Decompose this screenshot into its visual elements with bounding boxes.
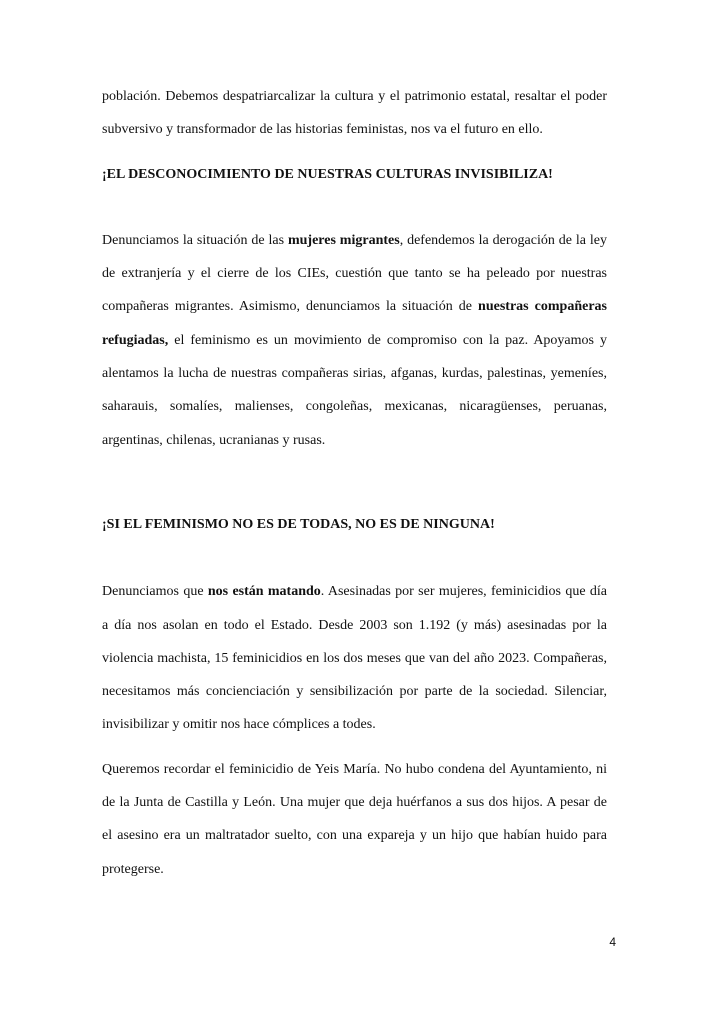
- paragraph-migrantes-text-1: Denunciamos la situación de las: [102, 232, 288, 248]
- paragraph-nos-estan-matando: [102, 575, 607, 741]
- paragraph-poblacion: población. Debemos despatriarcalizar la cultura y el patrimonio estatal, resaltar el poder subversivo y transformador de las historias feministas, nos va el futuro en ello.: [102, 89, 607, 138]
- bold-companeras-refugiadas: nuestras compañeras refugiadas,: [102, 299, 607, 348]
- paragraph-matando-text-2: . Asesinadas por ser mujeres, feminicidios que día a día nos asolan en todo el Estado. Desde 2003 son 1.192 (y más) asesinadas por la violencia machista, 15 feminicidios en los dos meses que van del año 2023. Compañeras, necesitamos más concienciación y sensibilización por parte de la sociedad. Silenciar, invisibilizar y omitir nos hace cómplices a todes.: [102, 584, 607, 733]
- bold-nos-estan-matando: nos están matando: [207, 584, 321, 600]
- paragraph-migrantes-text-2: , defendemos la derogación de la ley de extranjería y el cierre de los CIEs, cuestión que tanto se ha peleado por nuestras compañeras migrantes. Asimismo, denunciamos la situación de: [102, 232, 608, 315]
- heading-desconocimiento: ¡EL DESCONOCIMIENTO DE NUESTRAS CULTURAS INVISIBILIZA!: [102, 166, 553, 182]
- paragraph-matando-text-1: Denunciamos que: [102, 584, 208, 600]
- paragraph-yeis-maria: Queremos recordar el feminicidio de Yeis María. No hubo condena del Ayuntamiento, ni de la Junta de Castilla y León. Una mujer que deja huérfanos a sus dos hijos. A pesar de el asesino era un maltratador suelto, con una expareja y un hijo que habían huido para protegerse.: [102, 761, 607, 877]
- bold-mujeres-migrantes: mujeres migrantes: [287, 232, 400, 248]
- heading-feminismo-todas: ¡SI EL FEMINISMO NO ES DE TODAS, NO ES DE NINGUNA!: [102, 516, 495, 532]
- paragraph-migrantes: [102, 224, 607, 457]
- paragraph-migrantes-text-3: el feminismo es un movimiento de compromiso con la paz. Apoyamos y alentamos la lucha de nuestras compañeras sirias, afganas, kurdas, palestinas, yemeníes, saharauis, somalíes, malienses, congoleñas, mexicanas, nicaragüenses, peruanas, argentinas, chilenas, ucranianas y rusas.: [102, 332, 607, 448]
- page-content: [102, 80, 607, 886]
- page-number: 4: [609, 935, 616, 949]
